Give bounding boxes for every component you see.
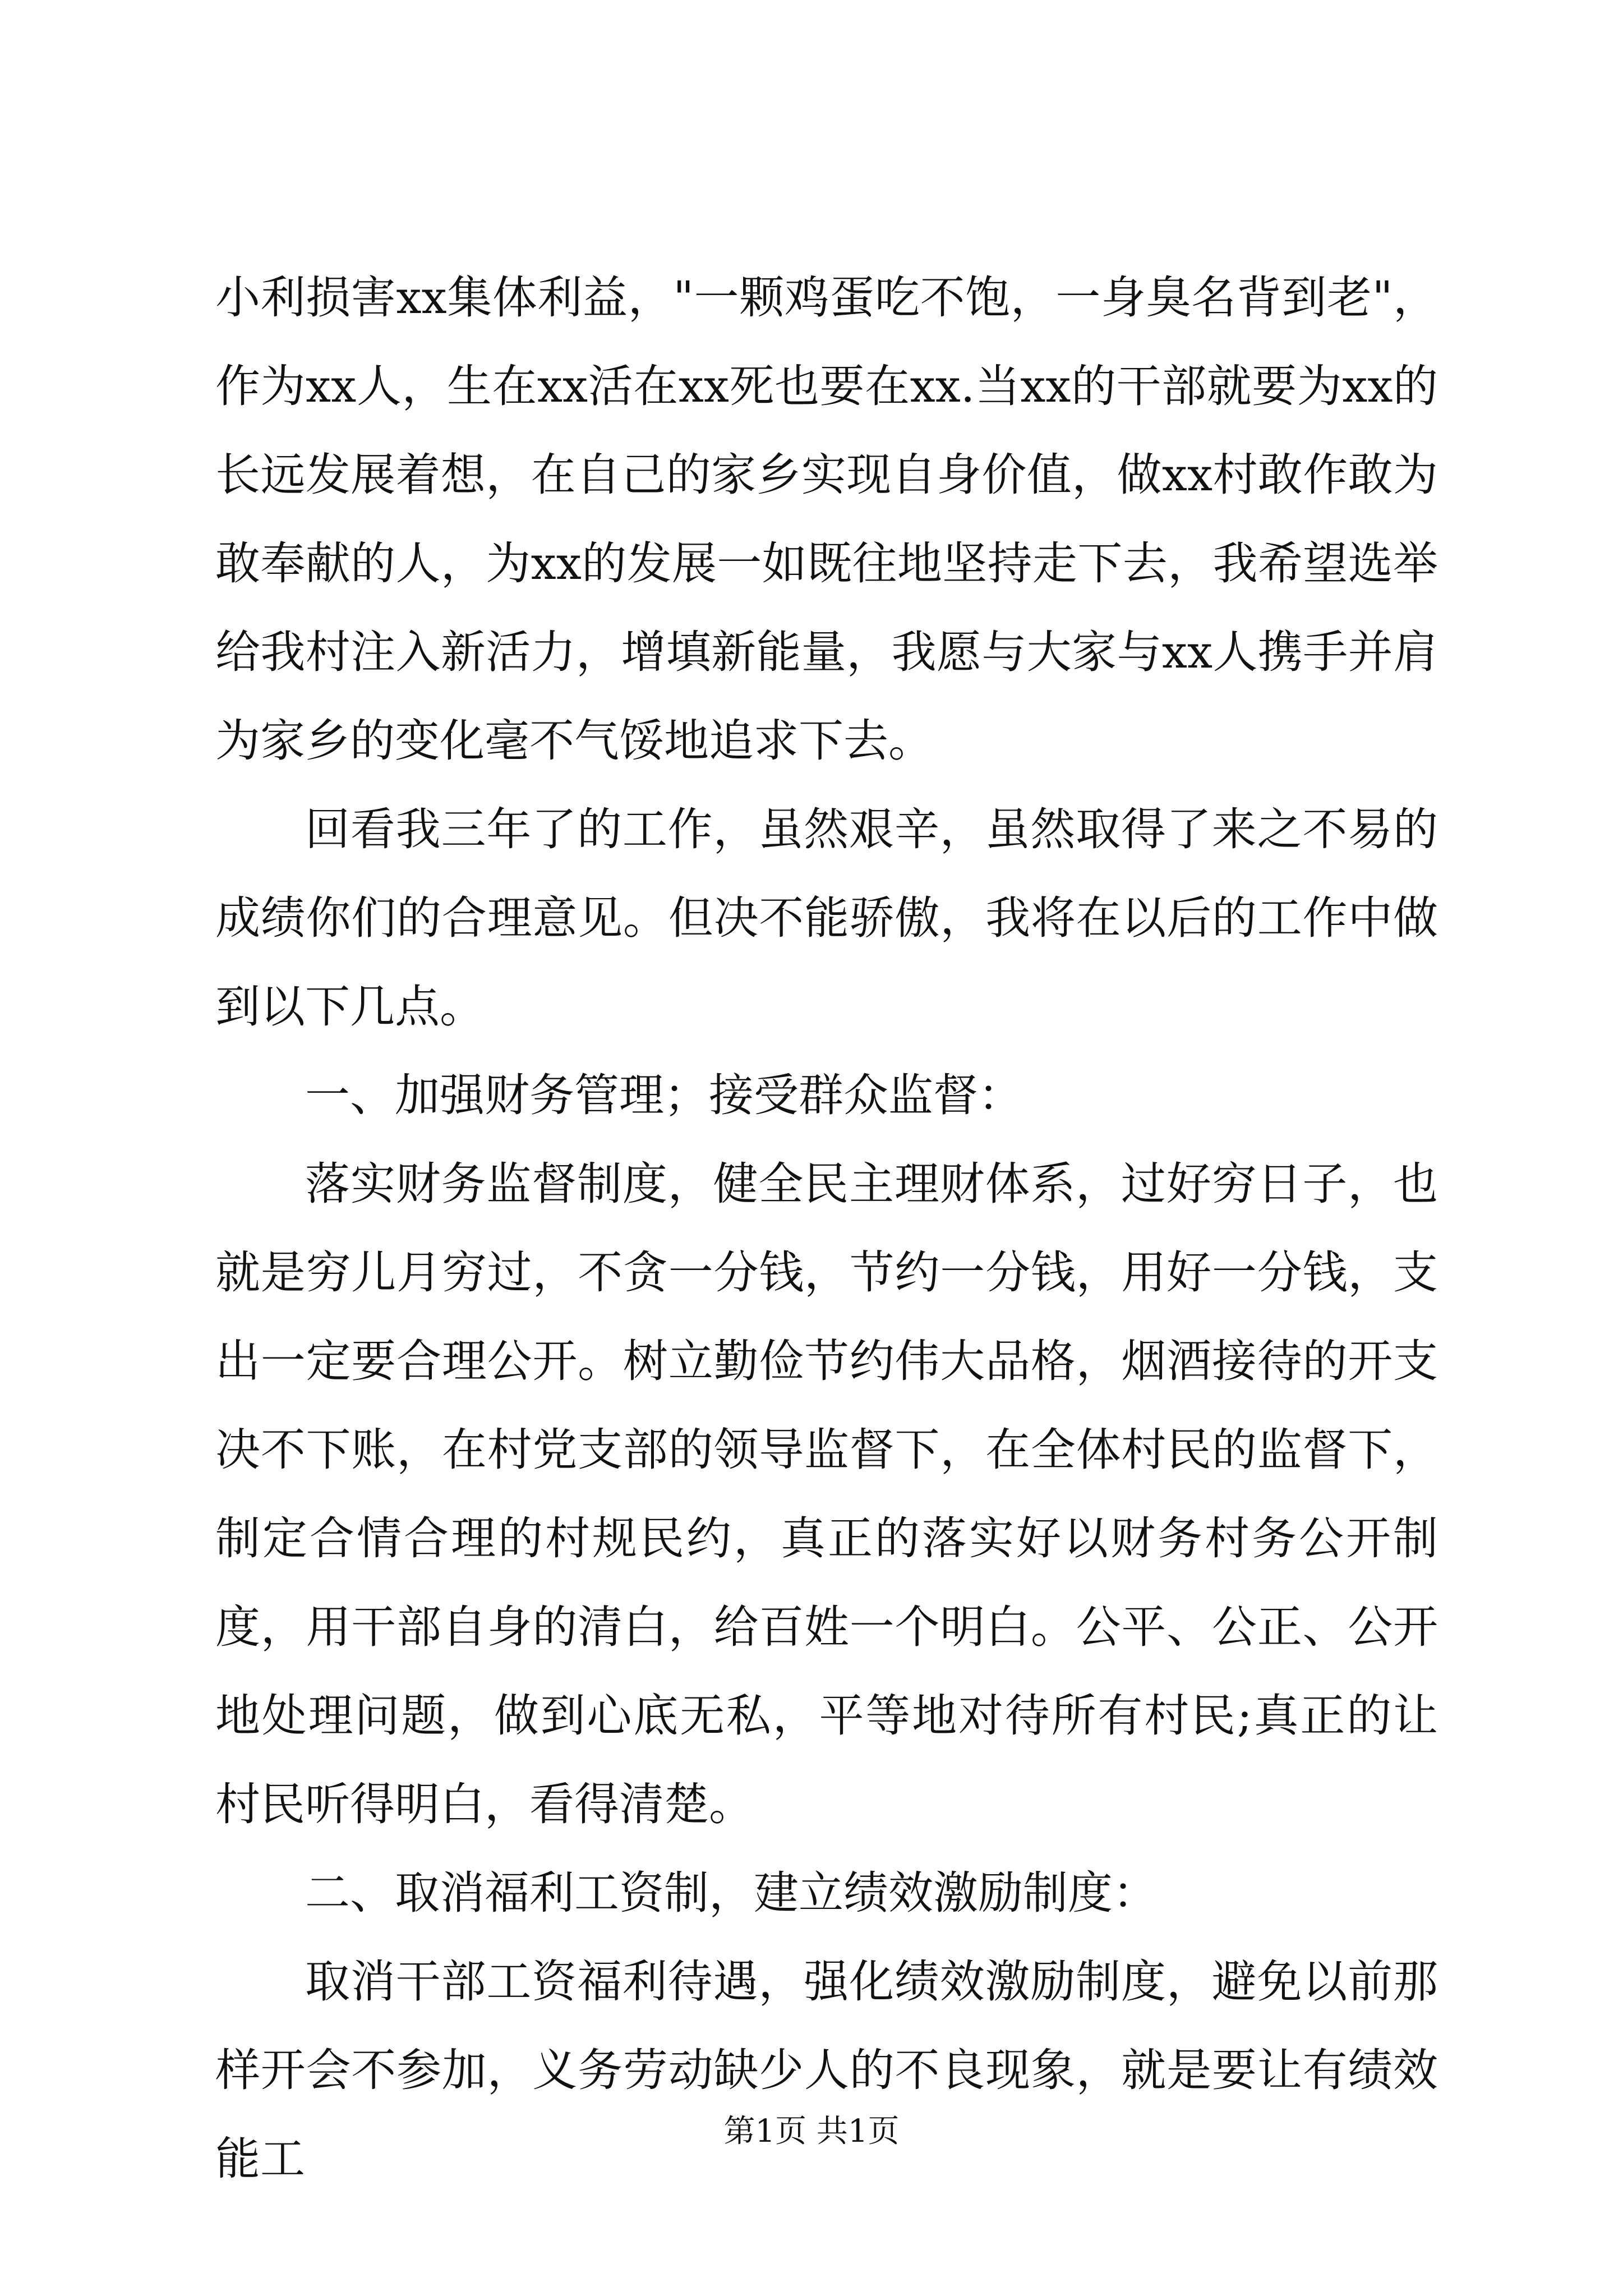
section-heading-finance: 一、加强财务管理；接受群众监督： <box>305 1069 1023 1121</box>
page-footer: 第1页 共1页 <box>723 2113 900 2150</box>
paragraph-continuation: 小利损害xx集体利益，"一颗鸡蛋吃不饱，一身臭名背到老"，作为xx人，生在xx活在xx死也要在xx.当xx的干部就要为xx的长远发展着想，在自己的家乡实现自身价值，做xx村敢作敢为敢奉献的人，为xx的发展一如既往地坚持走下去，我希望选举给我村注入新活力，增填新能量，我愿与大家与xx人携手并肩为家乡的变化毫不气馁地追求下去。 <box>215 272 1438 767</box>
paragraph-review: 回看我三年了的工作，虽然艰辛，虽然取得了来之不易的成绩你们的合理意见。但决不能骄傲，我将在以后的工作中做到以下几点。 <box>215 803 1438 1033</box>
document-body <box>215 254 1438 2203</box>
section-heading-incentive: 二、取消福利工资制，建立绩效激励制度： <box>305 1867 1158 1919</box>
paragraph-incentive: 取消干部工资福利待遇，强化绩效激励制度，避免以前那样开会不参加，义务劳动缺少人的不良现象，就是要让有绩效能工 <box>215 1955 1438 2185</box>
paragraph-finance: 落实财务监督制度，健全民主理财体系，过好穷日子，也就是穷儿月穷过，不贪一分钱，节约一分钱，用好一分钱，支出一定要合理公开。树立勤俭节约伟大品格，烟酒接待的开支决不下账，在村党支部的领导监督下，在全体村民的监督下，制定合情合理的村规民约，真正的落实好以财务村务公开制度，用干部自身的清白，给百姓一个明白。公平、公正、公开地处理问题，做到心底无私，平等地对待所有村民;真正的让村民听得明白，看得清楚。 <box>215 1158 1438 1830</box>
